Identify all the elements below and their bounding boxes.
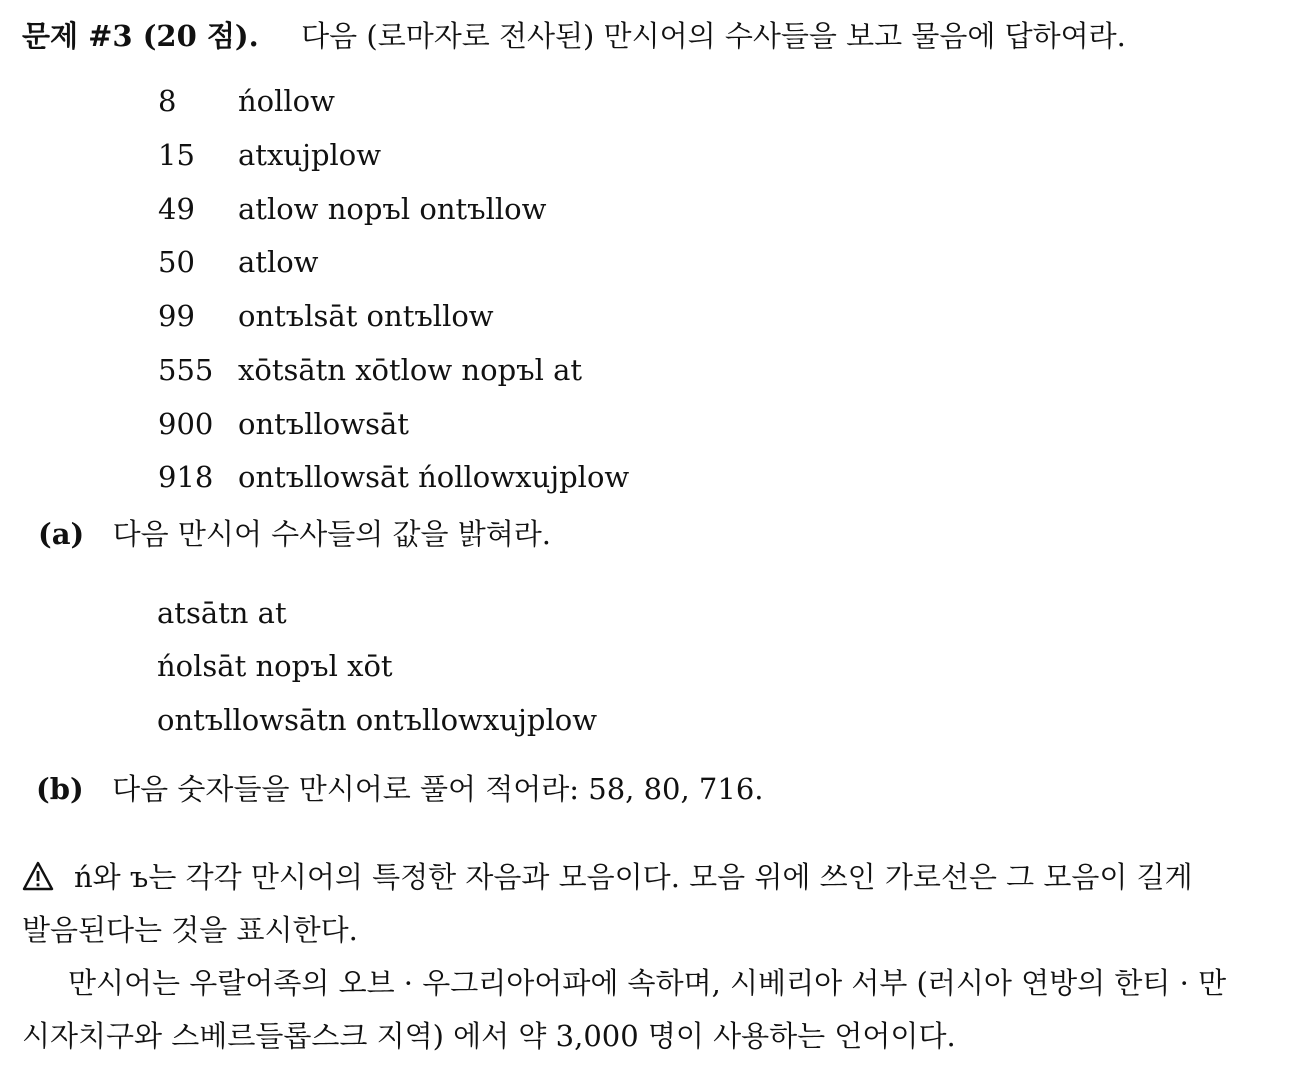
problem-intro: 다음 (로마자로 전사된) 만시어의 수사들을 보고 물음에 답하여라. — [301, 19, 1126, 53]
numeral-word: xōtsātn xōtlow nopъl at — [238, 353, 583, 387]
numeral-word: ontъllowsāt — [238, 407, 409, 441]
list-item: atsātn at — [157, 596, 287, 630]
numeral-word: atlow nopъl ontъllow — [238, 192, 547, 226]
numeral-value: 49 — [158, 192, 195, 226]
numeral-value: 8 — [158, 84, 177, 118]
question-b-label: (b) — [36, 772, 84, 806]
note-paragraph-1 — [22, 859, 1276, 895]
note-text-line: 발음된다는 것을 표시한다. — [22, 913, 358, 947]
numeral-value: 555 — [158, 353, 214, 387]
numeral-word: ontъlsāt ontъllow — [238, 299, 494, 333]
question-b — [36, 771, 764, 807]
numeral-value: 15 — [158, 138, 195, 172]
problem-heading: 문제 #3 (20 점). — [22, 19, 259, 53]
numeral-word: ontъllowsāt ńollowxujplow — [238, 460, 630, 494]
warning-triangle-icon — [22, 861, 54, 891]
question-a-label: (a) — [38, 517, 85, 551]
numeral-value: 99 — [158, 299, 195, 333]
problem-title — [22, 18, 1126, 54]
numeral-word: atlow — [238, 245, 319, 279]
numeral-value: 900 — [158, 407, 214, 441]
numeral-value: 918 — [158, 460, 214, 494]
question-a — [38, 516, 551, 552]
note-text: ń와 ъ는 각각 만시어의 특정한 자음과 모음이다. 모음 위에 쓰인 가로선은 그 모음이 길게 — [74, 860, 1193, 894]
numeral-word: ńollow — [238, 84, 335, 118]
question-a-text: 다음 만시어 수사들의 값을 밝혀라. — [112, 517, 551, 551]
list-item: ńolsāt nopъl xōt — [157, 649, 393, 683]
numeral-value: 50 — [158, 245, 195, 279]
note-text-line: 시자치구와 스베르들롭스크 지역) 에서 약 3,000 명이 사용하는 언어이다. — [22, 1019, 956, 1053]
numeral-word: atxujplow — [238, 138, 382, 172]
note-text-line: 만시어는 우랄어족의 오브 · 우그리아어파에 속하며, 시베리아 서부 (러시아 연방의 한티 · 만 — [68, 966, 1227, 1000]
list-item: ontъllowsātn ontъllowxujplow — [157, 703, 598, 737]
question-b-text: 다음 숫자들을 만시어로 풀어 적어라: 58, 80, 716. — [112, 772, 764, 806]
